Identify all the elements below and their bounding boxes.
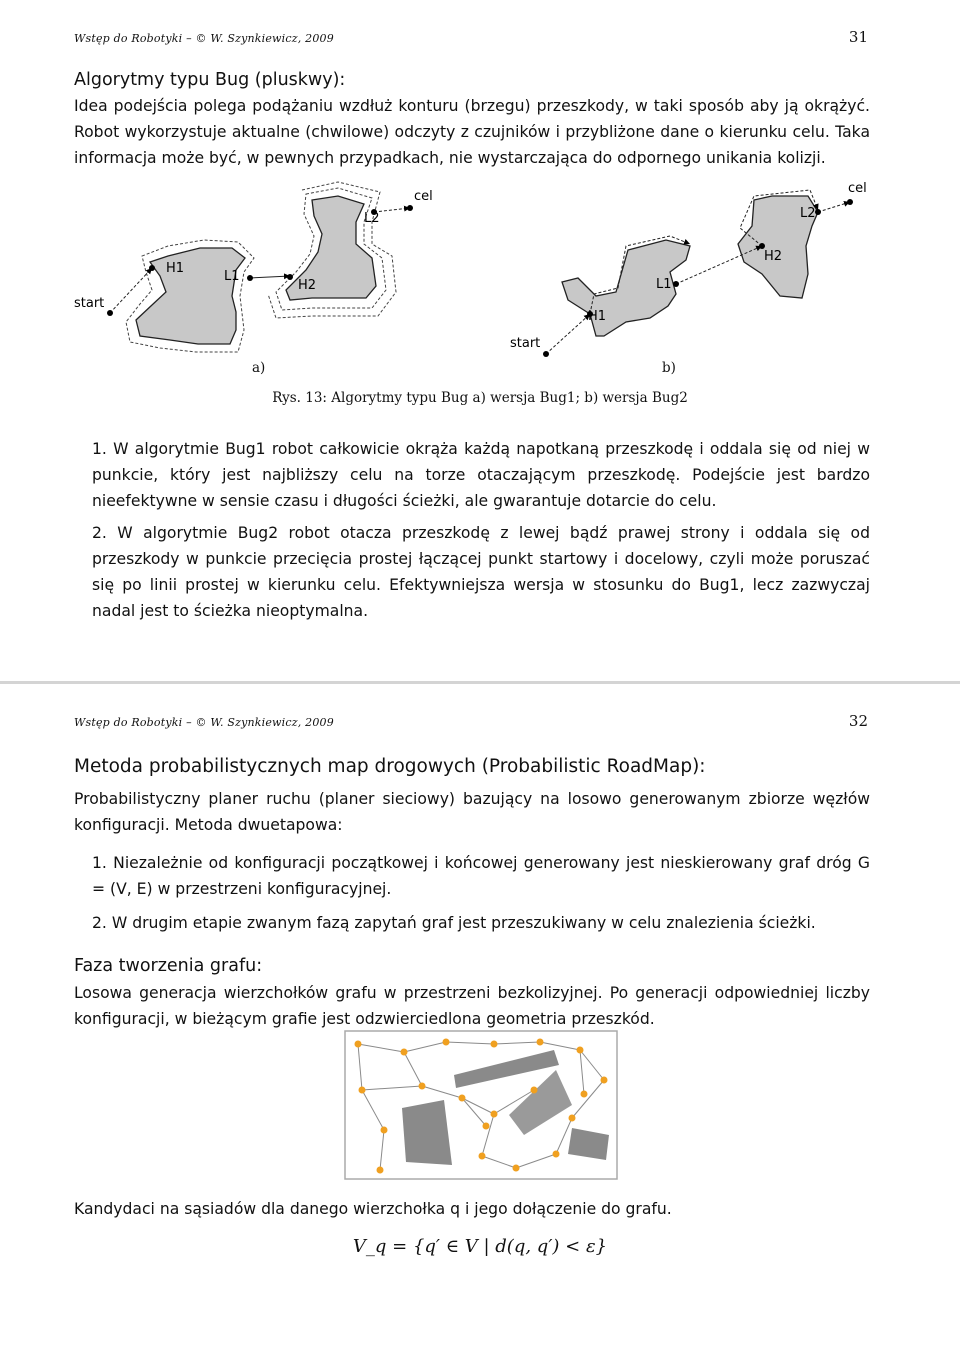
label-l2-a: L2: [364, 211, 380, 226]
bug-algorithms-figure: [60, 178, 900, 388]
label-start-b: start: [510, 336, 541, 351]
label-h1-b: H1: [588, 309, 607, 324]
list-item-bug1: [92, 436, 870, 514]
intro-paragraph: Idea podejścia polega podążaniu wzdłuż konturu (brzegu) przeszkody, w taki sposób aby ją okrążyć. Robot wykorzystuje aktualne (chwilowe) odczyty z czujników i przybliżone dane o kierunku celu. Taka informacja może być, w pewnych przypadkach, nie wystarczająca do odpornego unikania kolizji.: [74, 97, 870, 167]
list-text: W drugim etapie zwanym fazą zapytań graf jest przeszukiwany w celu znalezienia ścieżki.: [111, 914, 816, 932]
list-text: W algorytmie Bug1 robot całkowicie okrąża każdą napotkaną przeszkodę i oddala się od niej w punkcie, który jest najbliższy celu na torze otaczającym przeszkodę. Podejście jest bardzo nieefektywne w sensie czasu i długości ścieżki, ale gwarantuje dotarcie do celu.: [92, 440, 870, 510]
list-number: 2.: [92, 914, 107, 932]
list-item-graph-generation: [92, 850, 870, 902]
list-number: 2.: [92, 524, 107, 542]
label-h2-b: H2: [764, 249, 783, 264]
figure-sublabel-a: a): [252, 360, 266, 376]
subsection-paragraph: Losowa generacja wierzchołków grafu w przestrzeni bezkolizyjnej. Po generacji odpowiedniej liczby konfiguracji, w bieżącym grafie jest odzwierciedlona geometria przeszkód.: [74, 984, 870, 1028]
label-l1-b: L1: [656, 277, 672, 292]
intro-paragraph: Probabilistyczny planer ruchu (planer sieciowy) bazujący na losowo generowanym zbiorze węzłów konfiguracji. Metoda dwuetapowa:: [74, 790, 870, 834]
list-item-query-phase: [92, 910, 870, 936]
list-text: Niezależnie od konfiguracji początkowej i końcowej generowany jest nieskierowany graf dróg G = (V, E) w przestrzeni konfiguracyjnej.: [92, 854, 870, 898]
label-l2-b: L2: [800, 206, 816, 221]
label-l1-a: L1: [224, 269, 240, 284]
running-header: Wstęp do Robotyki – © W. Szynkiewicz, 2009: [74, 32, 334, 45]
subsection-title: Faza tworzenia grafu:: [74, 956, 263, 976]
running-header: Wstęp do Robotyki – © W. Szynkiewicz, 2009: [74, 716, 334, 729]
page-32: [0, 684, 960, 1367]
figure-caption: Rys. 13: Algorytmy typu Bug a) wersja Bug1; b) wersja Bug2: [272, 390, 688, 406]
section-title: Metoda probabilistycznych map drogowych (Probabilistic RoadMap):: [74, 756, 706, 777]
label-h1-a: H1: [166, 261, 185, 276]
section-title: Algorytmy typu Bug (pluskwy):: [74, 70, 346, 90]
obstacle-2: [402, 1100, 452, 1165]
label-start-a: start: [74, 296, 105, 311]
list-number: 1.: [92, 440, 107, 458]
figure-sublabel-b: b): [662, 360, 676, 376]
label-cel-a: cel: [414, 189, 433, 204]
roadmap-figure: [344, 1030, 618, 1180]
label-h2-a: H2: [298, 278, 317, 293]
candidates-paragraph: Kandydaci na sąsiadów dla danego wierzchołka q i jego dołączenie do grafu.: [74, 1200, 672, 1218]
obstacle-a1: [136, 248, 245, 344]
page-number: 31: [848, 28, 868, 46]
list-number: 1.: [92, 854, 107, 872]
neighbor-formula: V_q = {q′ ∈ V | d(q, q′) < ε}: [352, 1236, 608, 1257]
label-cel-b: cel: [848, 181, 867, 196]
page-number: 32: [848, 712, 868, 730]
page-31: [0, 0, 960, 681]
list-text: W algorytmie Bug2 robot otacza przeszkodę z lewej bądź prawej strony i oddala się od przeszkody w punkcie przecięcia prostej łączącej punkt startowy i docelowy, czyli może poruszać się po linii prostej w kierunku celu. Efektywniejsza wersja w stosunku do Bug1, lecz zazwyczaj nadal jest to ścieżka nieoptymalna.: [92, 524, 870, 620]
list-item-bug2: [92, 520, 870, 624]
